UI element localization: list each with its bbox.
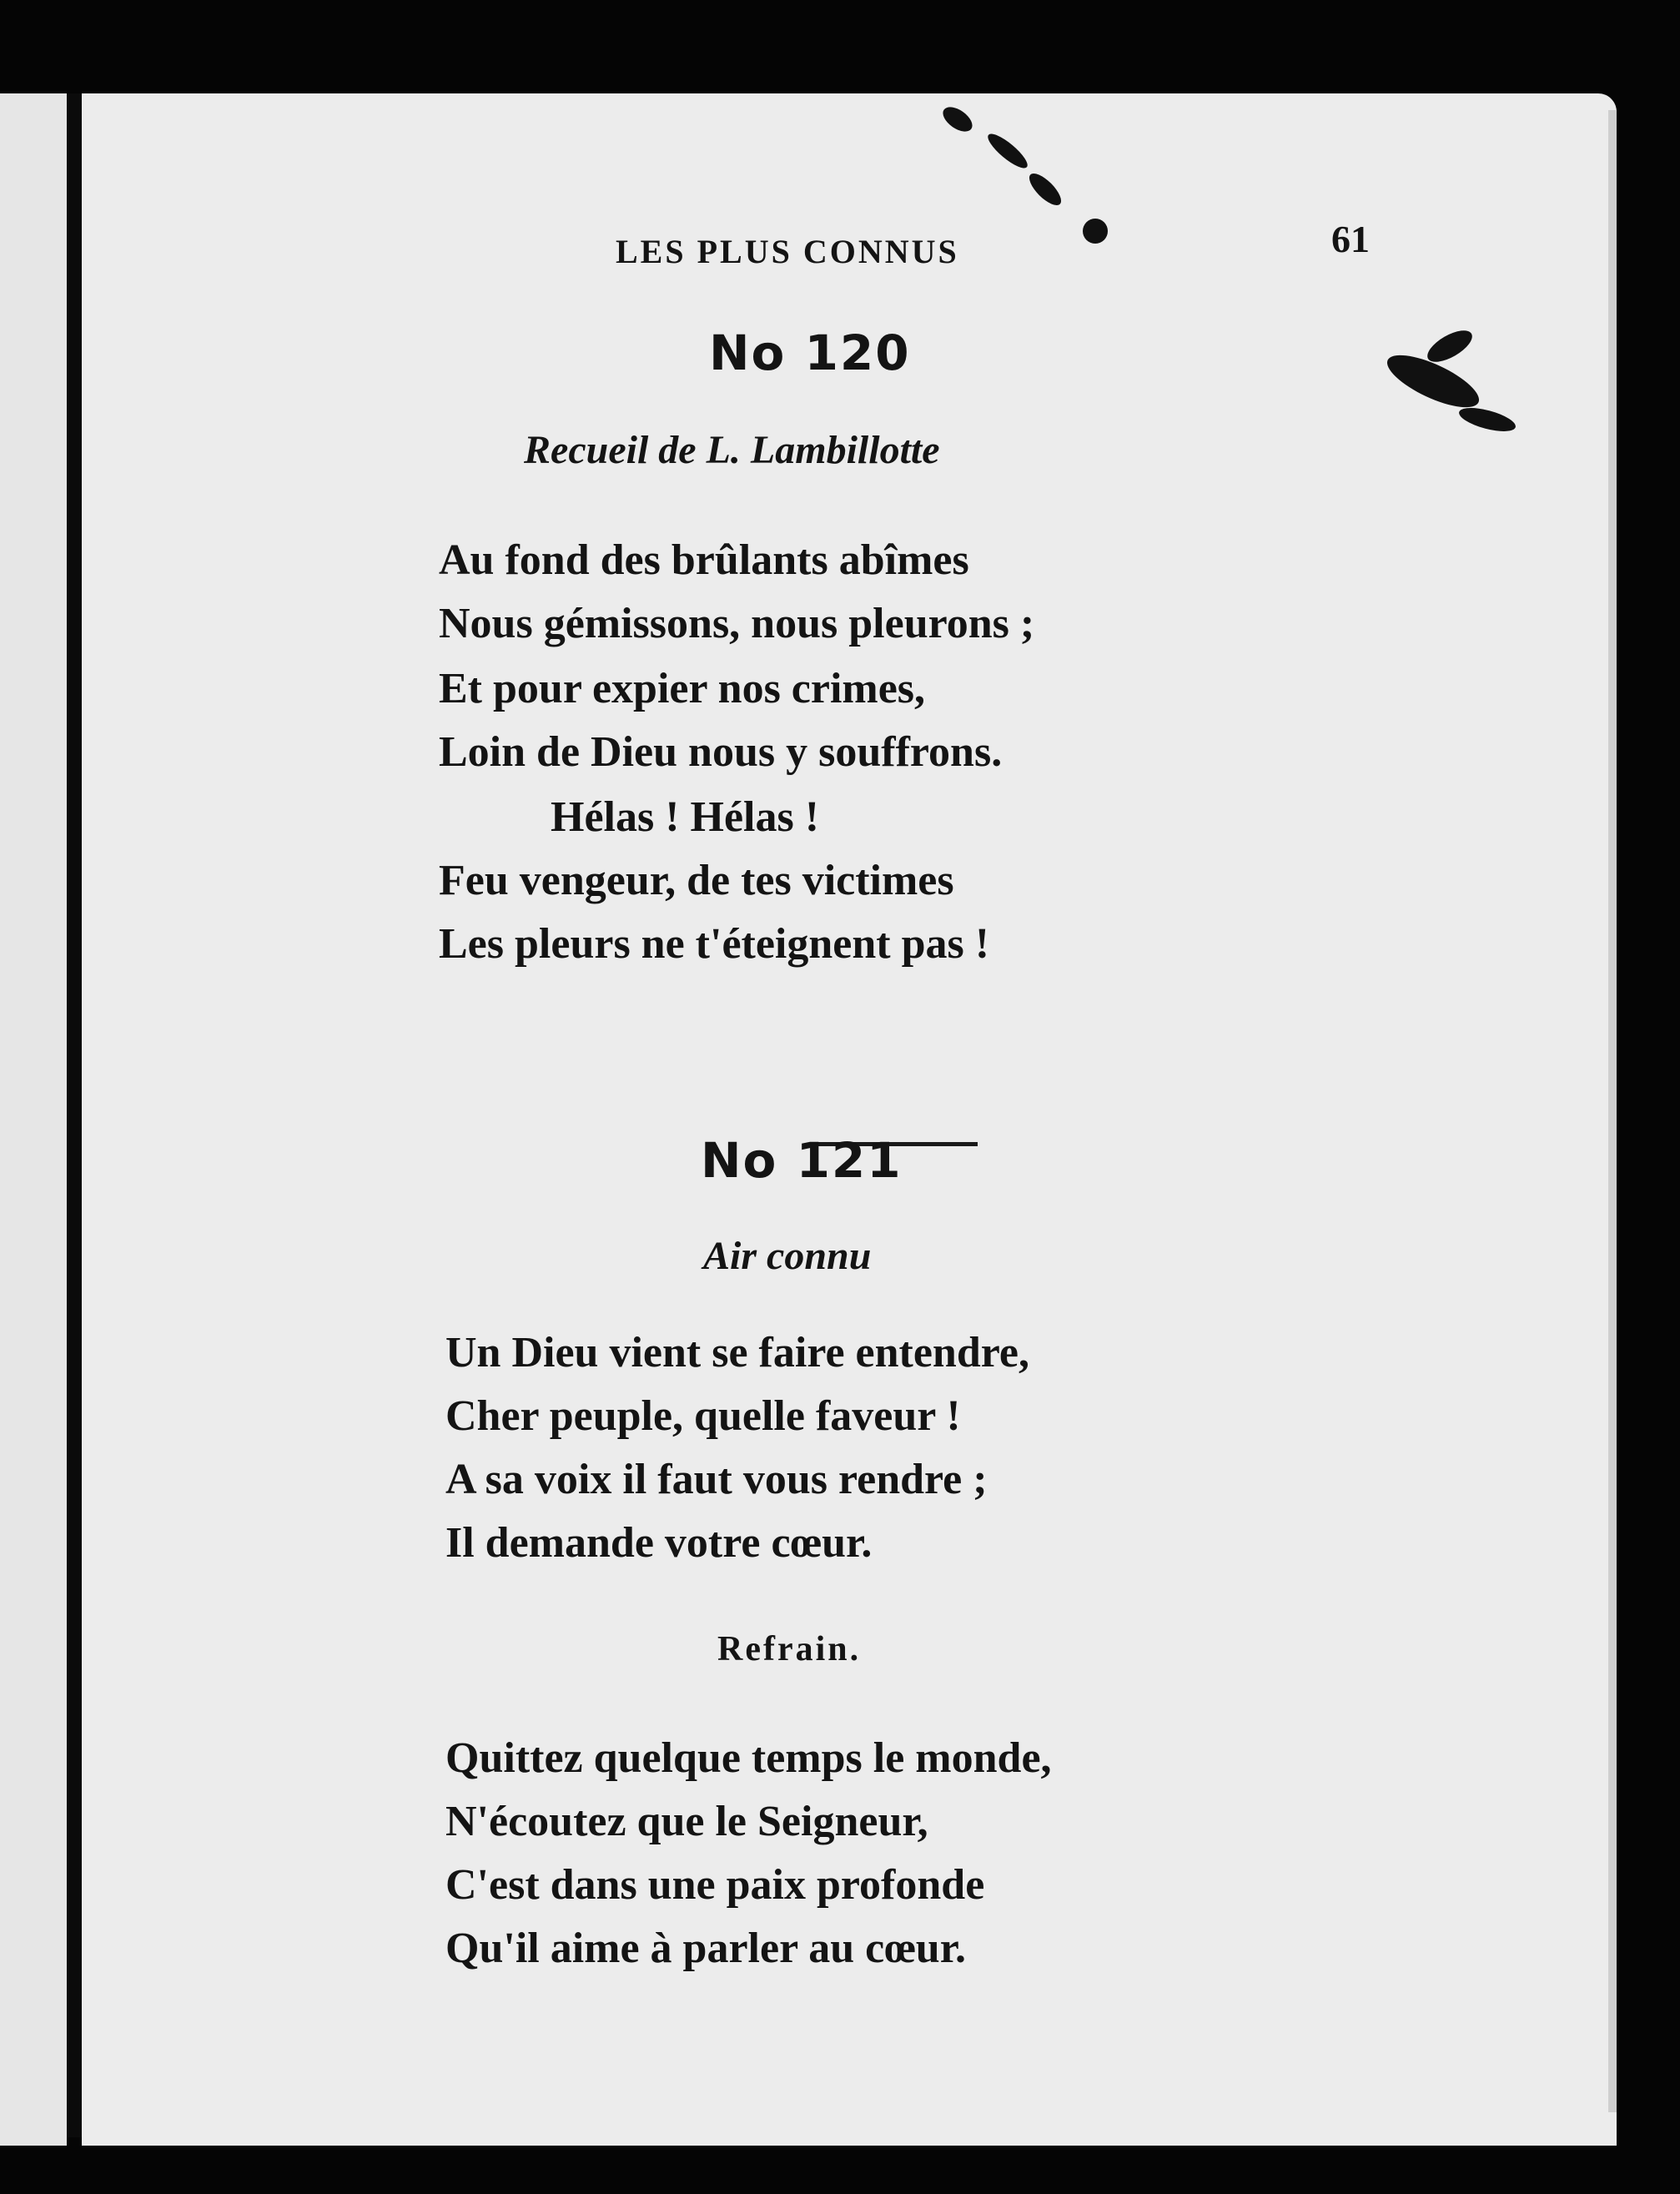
ink-stain [983,129,1032,173]
page-number: 61 [1331,218,1370,260]
hymn-number: No 120 [709,325,911,381]
verse-line: Les pleurs ne t'éteignent pas ! [439,920,990,968]
refrain-line: Quittez quelque temps le monde, [445,1734,1052,1782]
hymn-number: No 121 [701,1132,903,1189]
verse-line: Un Dieu vient se faire entendre, [445,1329,1029,1376]
ink-stain [1423,325,1477,369]
page-edge-shadow [1608,110,1617,2112]
verse-line: Et pour expier nos crimes, [439,665,926,712]
hymn-subtitle: Recueil de L. Lambillotte [524,428,940,472]
ink-stain [1024,169,1065,209]
refrain-heading: Refrain. [717,1630,862,1668]
book-spine [67,93,82,2137]
verse-line: Hélas ! Hélas ! [551,793,820,841]
verse-line: Feu vengeur, de tes victimes [439,857,954,904]
verse-line: Nous gémissons, nous pleurons ; [439,600,1035,647]
running-head: LES PLUS CONNUS [616,233,959,270]
ink-stain [1083,219,1108,244]
refrain-line: Qu'il aime à parler au cœur. [445,1925,966,1972]
verse-line: Cher peuple, quelle faveur ! [445,1392,961,1440]
refrain-line: C'est dans une paix profonde [445,1861,985,1909]
ink-stain [938,103,976,137]
ink-stain [1456,403,1517,435]
verse-line: Au fond des brûlants abîmes [439,536,969,584]
hymn-subtitle: Air connu [703,1234,872,1278]
verse-line: Il demande votre cœur. [445,1519,873,1567]
refrain-line: N'écoutez que le Seigneur, [445,1798,928,1845]
facing-page-edge [0,93,67,2146]
verse-line: A sa voix il faut vous rendre ; [445,1456,988,1503]
verse-line: Loin de Dieu nous y souffrons. [439,728,1003,776]
book-page [82,93,1617,2146]
